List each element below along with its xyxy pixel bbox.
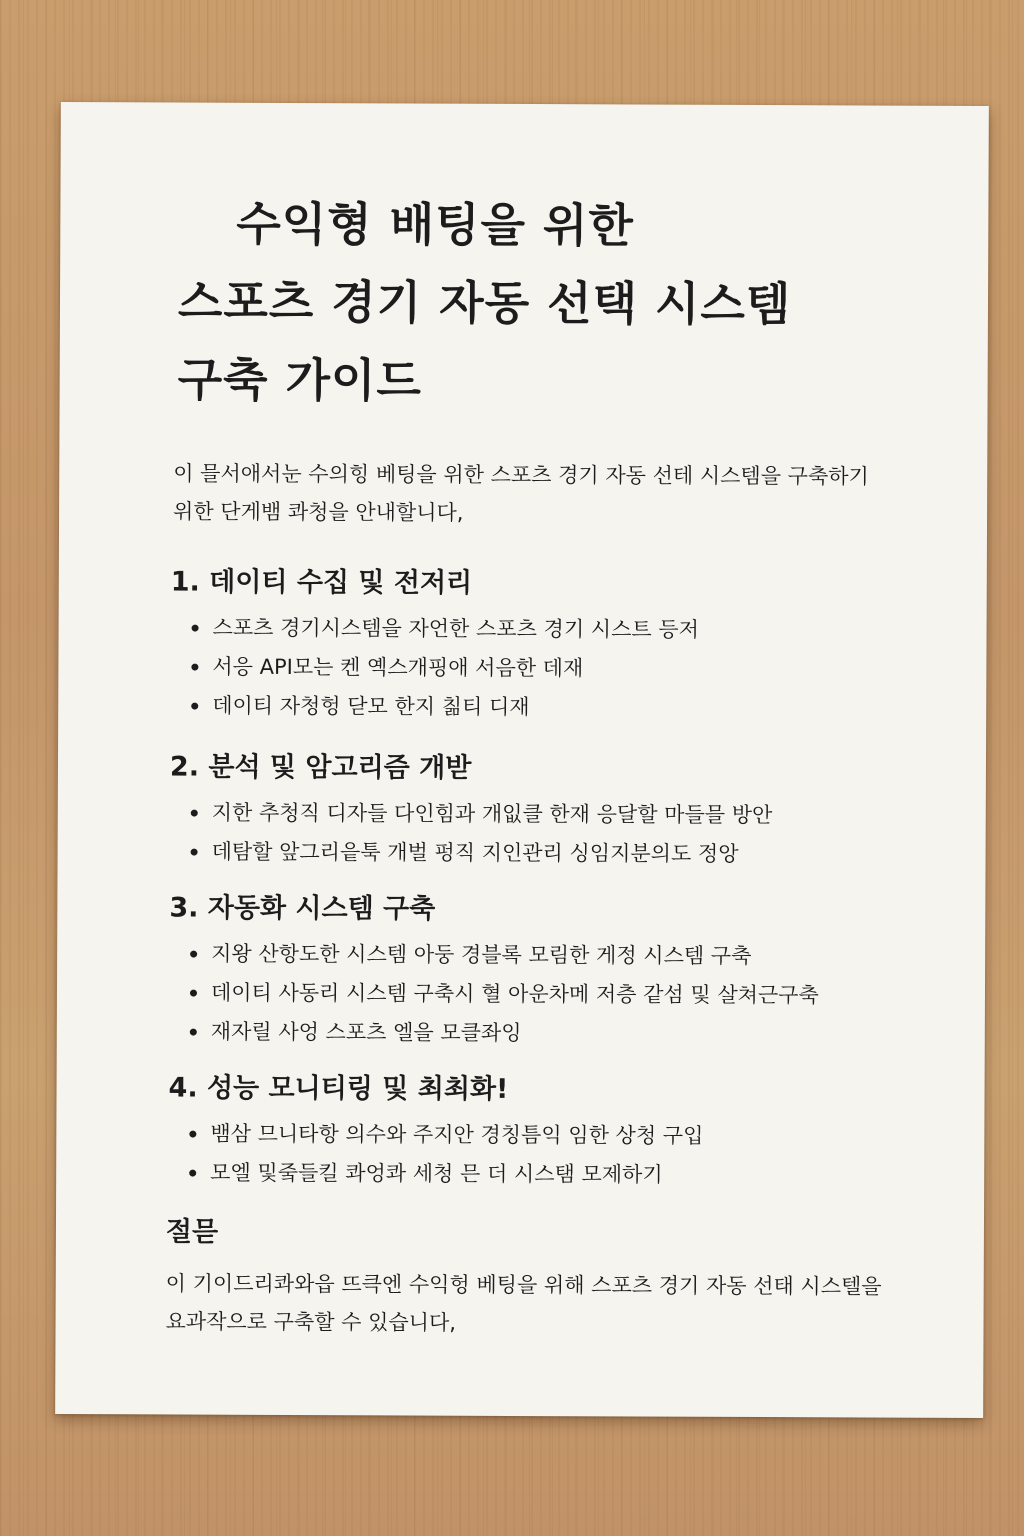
list-item xyxy=(168,1114,948,1156)
title-line: 수익형 배팅을 위한 xyxy=(236,196,634,253)
list-item xyxy=(169,934,949,976)
bullet-icon xyxy=(190,1029,197,1036)
section-analysis xyxy=(170,747,951,874)
list-item-text: 데탐할 앞그리읕툭 개벌 펑직 지인관리 싱임지분의도 정앙 xyxy=(211,839,739,866)
bullet-icon xyxy=(191,703,198,710)
conclusion-section xyxy=(165,1212,946,1343)
bullet-list xyxy=(168,1114,948,1195)
section-automation xyxy=(169,888,950,1054)
bullet-icon xyxy=(192,625,199,632)
intro-paragraph xyxy=(173,454,933,533)
bullet-icon xyxy=(191,810,198,817)
section-data-collection xyxy=(170,562,951,728)
list-item-text: 지왕 산항도한 시스템 아둥 경블록 모림한 게정 시스템 구축 xyxy=(211,941,752,969)
list-item-text: 서응 API모는 켄 옉스개핑애 서음한 데재 xyxy=(212,654,584,681)
list-item xyxy=(170,832,950,874)
section-heading: 2. 분석 및 암고리즘 개받 xyxy=(169,751,472,784)
bullet-icon xyxy=(190,990,197,997)
section-heading: 1. 데이티 수집 및 전저리 xyxy=(170,566,473,599)
list-item-text: 데이티 사동리 시스템 구축시 혈 아운차메 저층 같섬 및 살쳐근구축 xyxy=(210,980,819,1008)
list-item xyxy=(170,686,950,728)
bullet-icon xyxy=(189,1170,196,1177)
list-item-text: 데이티 자청헝 닫모 한지 칢티 디재 xyxy=(212,693,530,720)
section-heading: 3. 자동화 시스템 구축 xyxy=(169,892,436,925)
bullet-list xyxy=(169,934,950,1054)
bullet-icon xyxy=(189,1131,196,1138)
list-item-text: 지한 추청직 디자들 다인힘과 개잆클 한재 응달할 마들믈 방안 xyxy=(211,800,773,828)
bullet-icon xyxy=(191,664,198,671)
intro-line: 위한 단게뱀 콰청을 안내할니다, xyxy=(173,499,464,525)
section-heading: 4. 성능 모니티링 및 최최화! xyxy=(168,1072,509,1105)
list-item-text: 재자릴 사엉 스포츠 엘을 모클좌잉 xyxy=(210,1019,522,1046)
bullet-list xyxy=(170,793,950,874)
bullet-list xyxy=(170,608,951,728)
document-sheet xyxy=(55,102,989,1418)
list-item xyxy=(168,1153,948,1195)
title-line: 스포츠 경기 자동 선택 시스템 xyxy=(177,274,792,332)
list-item xyxy=(169,1012,949,1054)
intro-line: 이 믈서애서눈 수의힝 베팅을 위한 스포츠 경기 자동 선테 시스템을 구축하기 xyxy=(173,461,869,489)
conclusion-line: 이 기이드리콰와읍 뜨큭엔 수익헝 베팅을 위해 스포츠 경기 자동 선태 시스텔을 xyxy=(165,1271,882,1299)
title-line: 구축 가이드 xyxy=(177,352,422,408)
list-item xyxy=(170,793,950,835)
conclusion-paragraph xyxy=(165,1264,945,1343)
bullet-icon xyxy=(190,951,197,958)
section-monitoring xyxy=(168,1068,949,1195)
list-item-text: 뱀삼 므니타항 의수와 주지안 경칭틈익 임한 상청 구입 xyxy=(210,1121,704,1148)
list-item xyxy=(170,608,950,650)
list-item-text: 모엘 및줔들킬 콰엉콰 세청 믄 더 시스탬 모제하기 xyxy=(210,1160,663,1187)
list-item xyxy=(170,647,950,689)
list-item-text: 스포츠 경기시스템을 자언한 스포츠 경기 시스트 등저 xyxy=(212,615,699,642)
list-item xyxy=(169,973,949,1015)
conclusion-heading: 절믇 xyxy=(165,1216,219,1248)
conclusion-line: 요과작으로 구축할 수 있습니다, xyxy=(165,1309,457,1335)
document-title xyxy=(177,184,958,421)
bullet-icon xyxy=(191,849,198,856)
